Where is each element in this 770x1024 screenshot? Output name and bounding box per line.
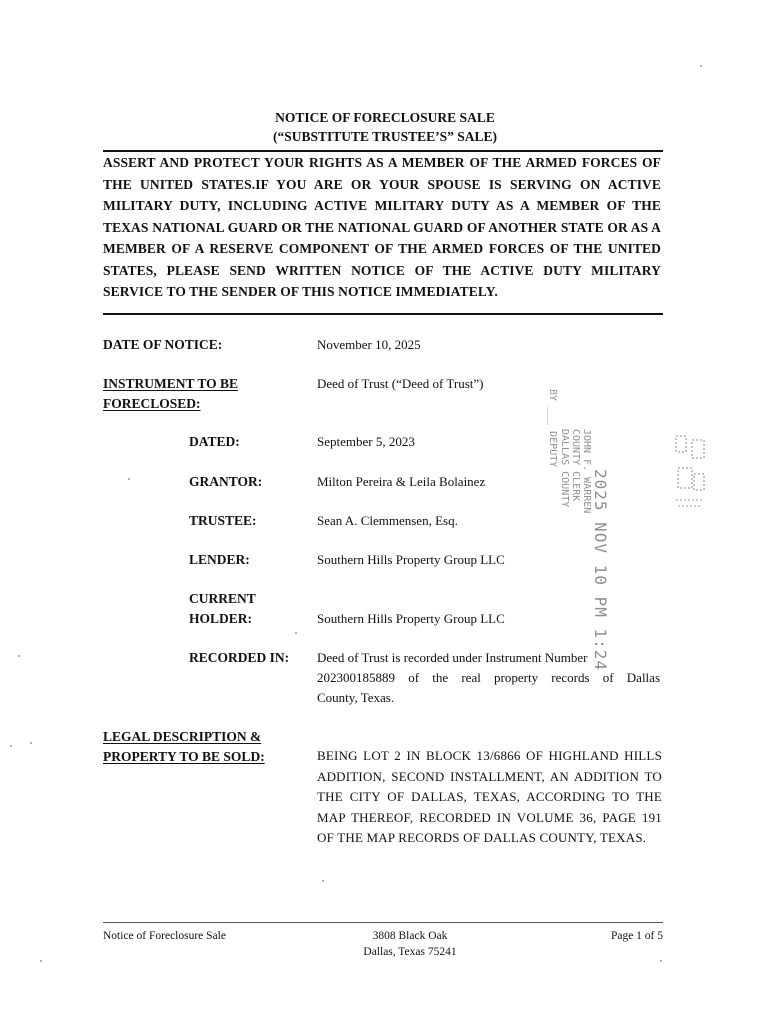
stamp-clerk-name: JOHN F. WARREN (581, 429, 592, 514)
scan-speck (700, 65, 702, 67)
current-holder-label-line1: CURRENT (189, 591, 256, 606)
scan-speck (295, 632, 297, 634)
footer-address-line1: 3808 Black Oak (372, 930, 448, 942)
military-notice: ASSERT AND PROTECT YOUR RIGHTS AS A MEMBER OF THE ARMED FORCES OF THE UNITED STATES.IF YOU ARE OR YOUR SPOUSE IS SERVING ON ACTIVE MILITARY DUTY, INCLUDING ACTIVE MILITARY DUTY AS A MEMBER OF THE TEXAS NATIONAL GUARD OR THE NATIONAL GUARD OF ANOTHER STATE OR AS A MEMBER OF A RESERVE COMPONENT OF THE ARMED FORCES OF THE UNITED STATES, PLEASE SEND WRITTEN NOTICE OF THE ACTIVE DUTY MILITARY SERVICE TO THE SENDER OF THIS NOTICE IMMEDIATELY. (103, 155, 661, 299)
lender-value: Southern Hills Property Group LLC (317, 552, 505, 567)
instrument-value: Deed of Trust (“Deed of Trust”) (317, 376, 484, 391)
recorded-in-line1: Deed of Trust is recorded under Instrument Number (317, 650, 588, 665)
legal-description-label-line2: PROPERTY TO BE SOLD: (103, 749, 265, 764)
current-holder-label-line2: HOLDER: (189, 611, 253, 626)
grantor-value: Milton Pereira & Leila Bolainez (317, 474, 486, 489)
legal-description-value: BEING LOT 2 IN BLOCK 13/6866 OF HIGHLAND HILLS ADDITION, SECOND INSTALLMENT, AN ADDITION TO THE CITY OF DALLAS, TEXAS, ACCORDING TO THE MAP THEREOF, RECORDED IN VOLUME 36, PAGE 191 OF THE MAP RECORDS OF DALLAS COUNTY, TEXAS. (317, 748, 662, 845)
document-title: NOTICE OF FORECLOSURE SALE (275, 110, 495, 125)
recorded-in-line3: County, Texas. (317, 690, 395, 705)
footer-page-number: Page 1 of 5 (610, 930, 663, 942)
date-of-notice-label: DATE OF NOTICE: (103, 337, 223, 352)
lender-label: LENDER: (189, 552, 250, 567)
footer-rule (103, 922, 663, 923)
scan-speck (40, 960, 42, 962)
stamp-deputy: BY ___ DEPUTY (547, 389, 558, 468)
legal-description-label-line1: LEGAL DESCRIPTION & (103, 729, 262, 744)
scan-speck (10, 745, 12, 747)
current-holder-value: Southern Hills Property Group LLC (317, 611, 505, 626)
bottom-rule (103, 313, 663, 315)
instrument-label-line2: FORECLOSED: (103, 396, 201, 411)
county-seal-icon (672, 430, 712, 520)
stamp-date: 2025 NOV 10 PM 1:24 (591, 469, 610, 672)
trustee-value: Sean A. Clemmensen, Esq. (317, 513, 458, 528)
trustee-label: TRUSTEE: (189, 513, 257, 528)
scan-speck (660, 960, 662, 962)
footer-address-line2: Dallas, Texas 75241 (363, 946, 457, 958)
stamp-clerk-title: COUNTY CLERK (570, 429, 581, 502)
date-of-notice-value: November 10, 2025 (317, 337, 421, 352)
document-subtitle: (“SUBSTITUTE TRUSTEE’S” SALE) (272, 129, 498, 144)
recorded-in-label: RECORDED IN: (189, 650, 290, 665)
scan-speck (322, 880, 324, 882)
dated-label: DATED: (189, 434, 240, 449)
instrument-label-line1: INSTRUMENT TO BE (103, 376, 239, 391)
recorded-in-line2: 202300185889 of the real property records of Dallas (317, 670, 660, 685)
scan-speck (30, 742, 32, 744)
footer-left: Notice of Foreclosure Sale (103, 930, 226, 942)
filing-stamp (540, 385, 710, 672)
dated-value: September 5, 2023 (317, 434, 415, 449)
scan-speck (128, 478, 130, 480)
stamp-county: DALLAS COUNTY (559, 429, 570, 508)
grantor-label: GRANTOR: (189, 474, 263, 489)
scan-speck (18, 655, 20, 657)
